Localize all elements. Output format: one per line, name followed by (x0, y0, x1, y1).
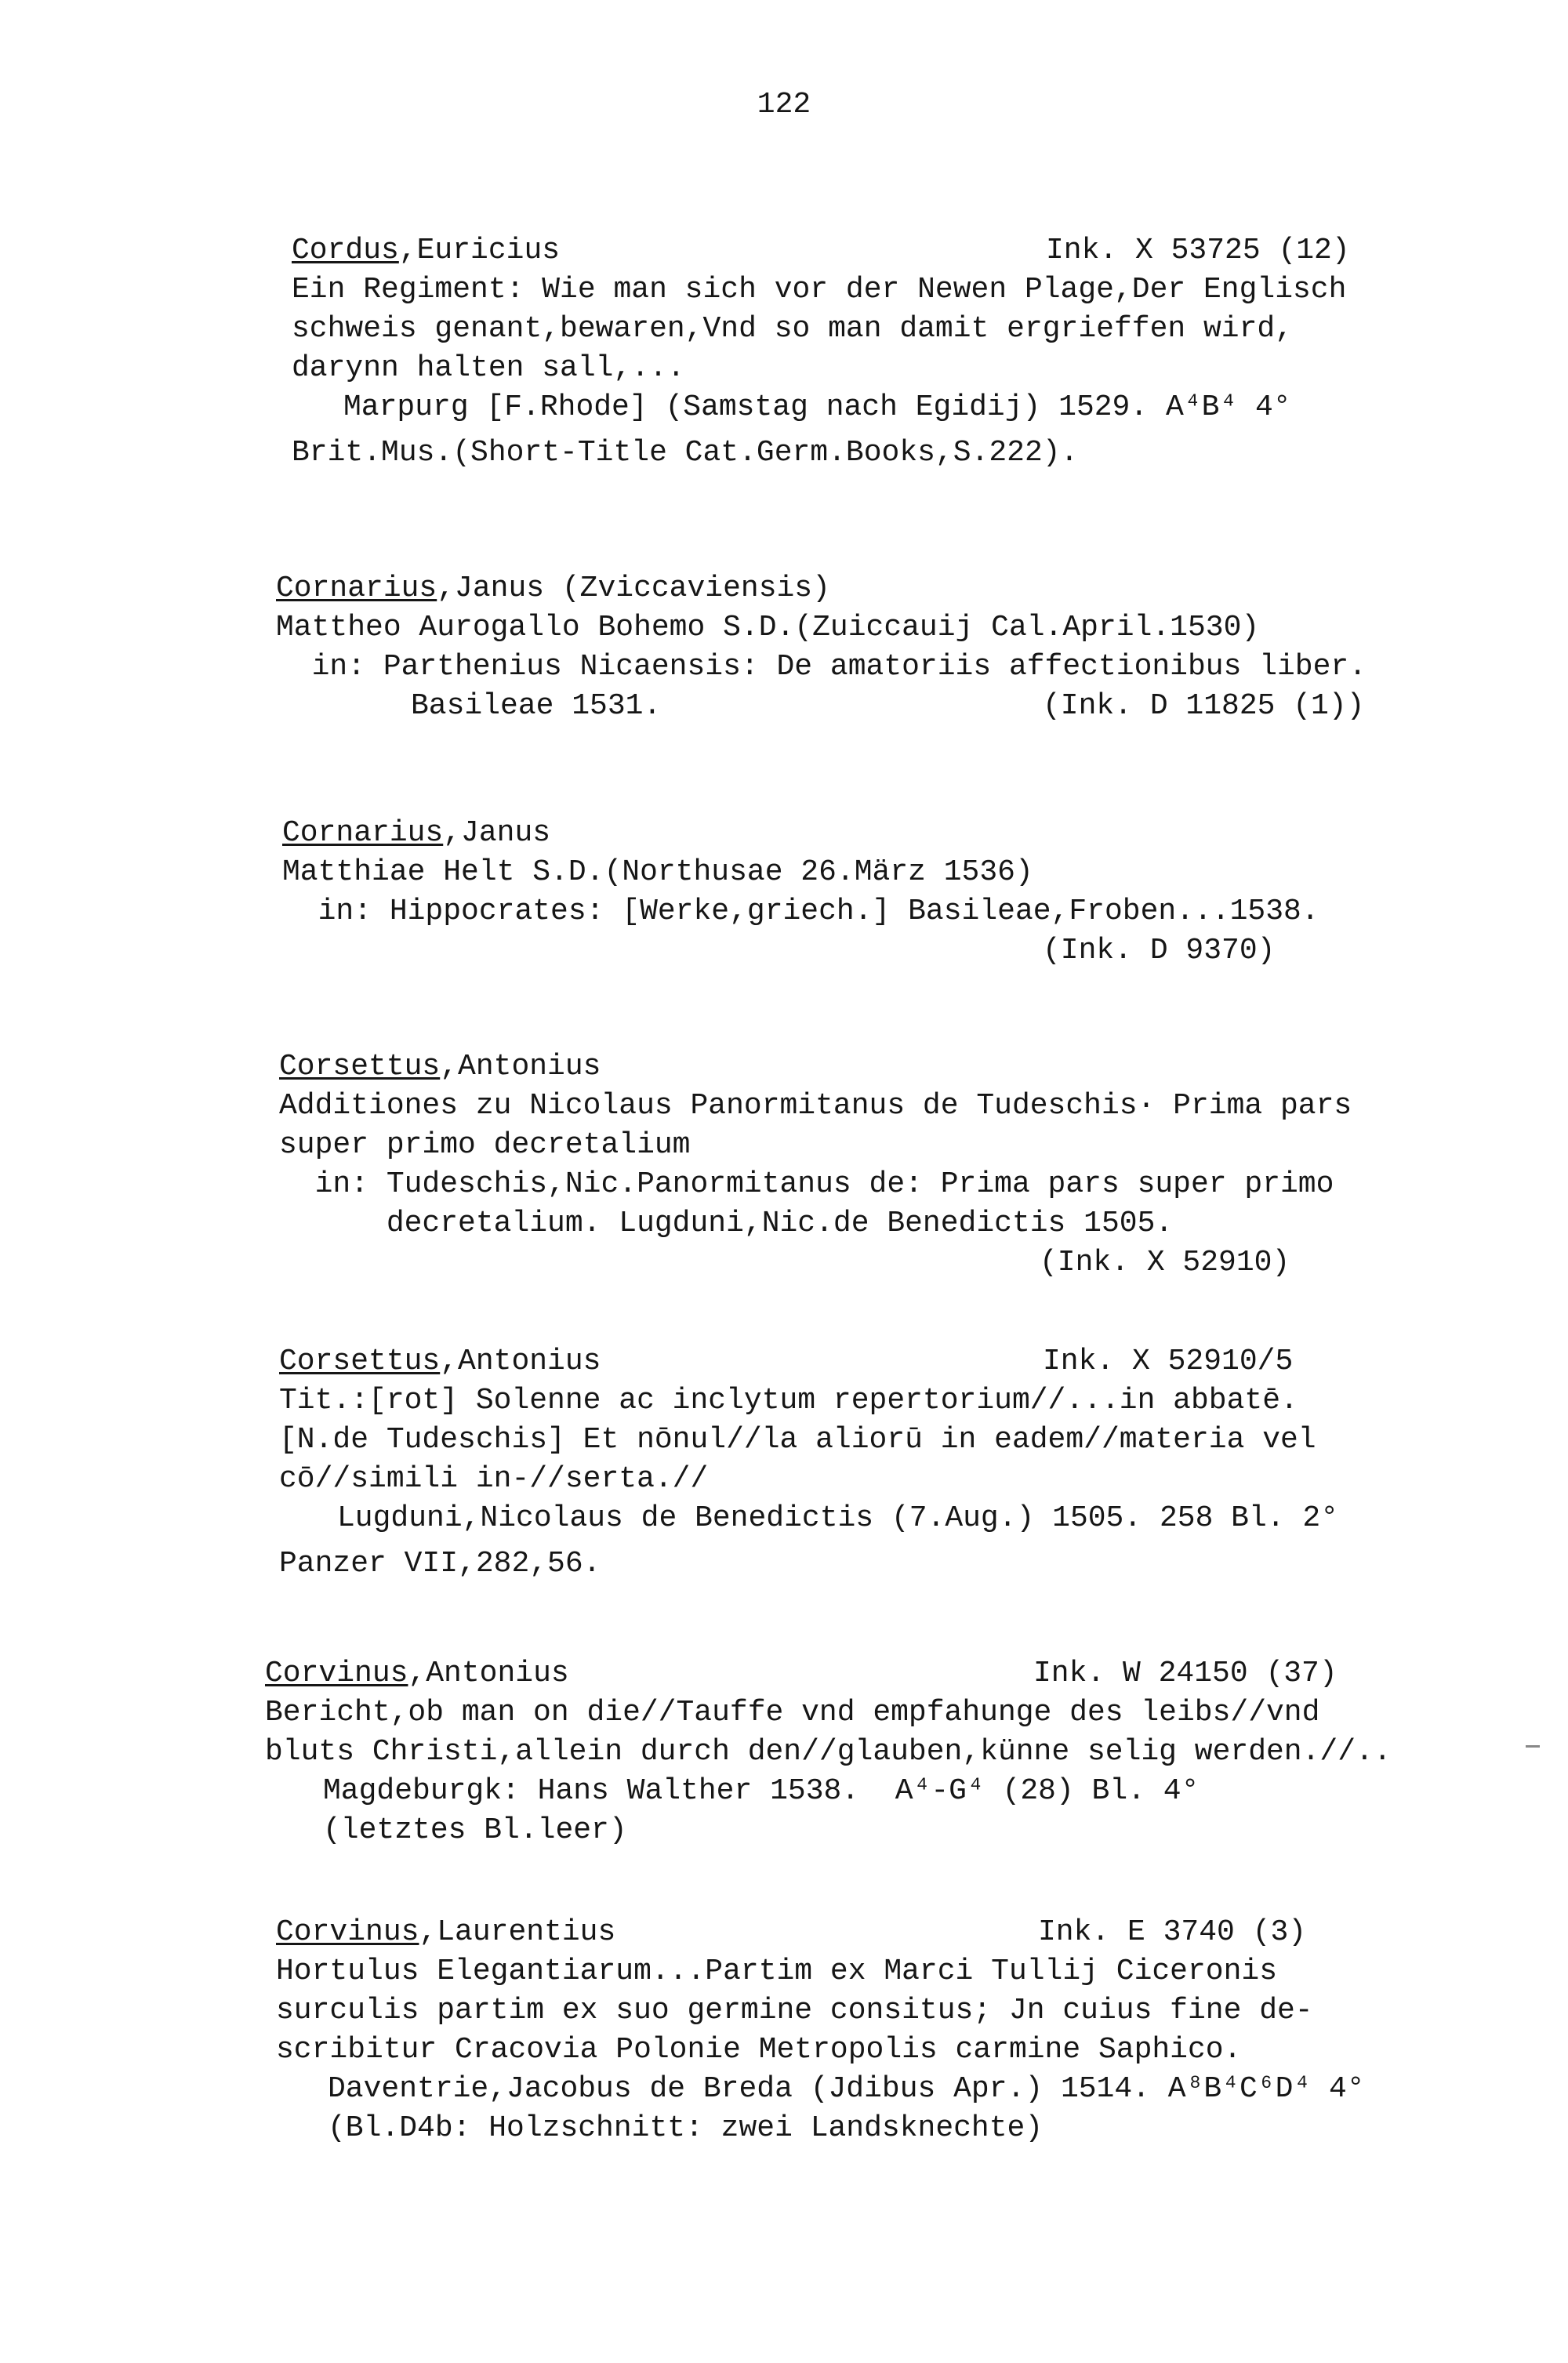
title-line: cō//simili in-//serta.// (279, 1462, 709, 1496)
margin-mark (1526, 1745, 1540, 1748)
shelfmark: Ink. W 24150 (37) (1033, 1657, 1338, 1690)
title-line: schweis genant,bewaren,Vnd so man damit ergrieffen wird, (292, 312, 1294, 346)
shelfmark: (Ink. X 52910) (1040, 1246, 1290, 1280)
imprint-text: Basileae 1531. (411, 689, 662, 723)
title-line: Matthiae Helt S.D.(Northusae 26.März 1536) (282, 855, 1033, 889)
catalog-entry (265, 1654, 1457, 1850)
title-line: scribitur Cracovia Polonie Metropolis carmine Saphico. (276, 2033, 1242, 2067)
entry-heading (265, 1654, 1457, 1693)
shelfmark: (Ink. D 9370) (1043, 934, 1276, 967)
catalog-entry (282, 814, 1474, 971)
author-forename: ,Janus (443, 816, 551, 850)
imprint-line (279, 1243, 1471, 1283)
reference-note: Panzer VII,282,56. (279, 1547, 601, 1581)
author-surname: Corsettus (279, 1345, 441, 1378)
imprint-line (276, 687, 1468, 726)
entry-heading (279, 1047, 1471, 1087)
author-surname: Corvinus (265, 1657, 408, 1690)
catalog-entry (279, 1342, 1471, 1584)
shelfmark: Ink. X 53725 (12) (1046, 234, 1350, 267)
title-line: decretalium. Lugduni,Nic.de Benedictis 1505. (279, 1207, 1174, 1240)
page-number: 122 (757, 88, 811, 122)
catalog-entry (279, 1047, 1471, 1283)
shelfmark: Ink. X 52910/5 (1043, 1345, 1294, 1378)
author-forename: ,Janus (Zviccaviensis) (437, 572, 830, 605)
title-line: Ein Regiment: Wie man sich vor der Newen Plage,Der Englisch (292, 273, 1347, 307)
title-line: in: Parthenius Nicaensis: De amatoriis affectionibus liber. (276, 650, 1367, 684)
catalog-entry (276, 569, 1468, 726)
imprint-line: Lugduni,Nicolaus de Benedictis (7.Aug.) 1505. 258 Bl. 2° (337, 1501, 1339, 1535)
entry-heading (276, 1913, 1468, 1952)
title-line: Tit.:[rot] Solenne ac inclytum repertorium//...in abbatē. (279, 1384, 1298, 1417)
catalog-entry (276, 1913, 1468, 2148)
author-forename: ,Antonius (440, 1345, 601, 1378)
author-forename: ,Euricius (398, 234, 561, 267)
title-line: darynn halten sall,... (292, 351, 685, 385)
title-line: in: Hippocrates: [Werke,griech.] Basileae,Froben...1538. (282, 895, 1319, 928)
title-line: Bericht,ob man on die//Tauffe vnd empfahunge des leibs//vnd (265, 1696, 1320, 1730)
author-forename: ,Laurentius (419, 1915, 616, 1949)
shelfmark: Ink. E 3740 (3) (1038, 1915, 1307, 1949)
imprint-line: Daventrie,Jacobus de Breda (Jdibus Apr.) 1514. A⁸B⁴C⁶D⁴ 4° (328, 2072, 1365, 2106)
title-line: bluts Christi,allein durch den//glauben,künne selig werden.//.. (265, 1735, 1392, 1769)
author-forename: ,Antonius (440, 1050, 601, 1083)
author-forename: ,Antonius (408, 1657, 569, 1690)
title-line: in: Tudeschis,Nic.Panormitanus de: Prima pars super primo (279, 1167, 1334, 1201)
entry-heading (279, 1342, 1471, 1381)
imprint-line: Magdeburgk: Hans Walther 1538. A⁴-G⁴ (28) Bl. 4° (323, 1774, 1200, 1808)
reference-note: Brit.Mus.(Short-Title Cat.Germ.Books,S.222). (292, 436, 1079, 470)
imprint-line: Marpurg [F.Rhode] (Samstag nach Egidij) 1529. A⁴B⁴ 4° (343, 390, 1291, 424)
author-surname: Cordus (292, 234, 399, 267)
title-line: Mattheo Aurogallo Bohemo S.D.(Zuiccauij Cal.April.1530) (276, 611, 1260, 644)
catalog-entry (292, 231, 1483, 473)
title-line: surculis partim ex suo germine consitus; Jn cuius fine de- (276, 1994, 1313, 2027)
entry-heading (282, 814, 1474, 853)
author-surname: Cornarius (276, 572, 437, 605)
imprint-line (282, 931, 1474, 971)
author-surname: Cornarius (282, 816, 444, 850)
author-surname: Corvinus (276, 1915, 419, 1949)
entry-heading (276, 569, 1468, 608)
title-line: Hortulus Elegantiarum...Partim ex Marci Tullij Ciceronis (276, 1955, 1278, 1988)
title-line: [N.de Tudeschis] Et nōnul//la aliorū in eadem//materia vel (279, 1423, 1316, 1457)
title-line: Additiones zu Nicolaus Panormitanus de Tudeschis· Prima pars (279, 1089, 1352, 1123)
author-surname: Corsettus (279, 1050, 441, 1083)
reference-note: (letztes Bl.leer) (323, 1813, 627, 1847)
entry-heading (292, 231, 1483, 270)
reference-note: (Bl.D4b: Holzschnitt: zwei Landsknechte) (328, 2111, 1044, 2145)
title-line: super primo decretalium (279, 1128, 691, 1162)
shelfmark: (Ink. D 11825 (1)) (1043, 689, 1365, 723)
